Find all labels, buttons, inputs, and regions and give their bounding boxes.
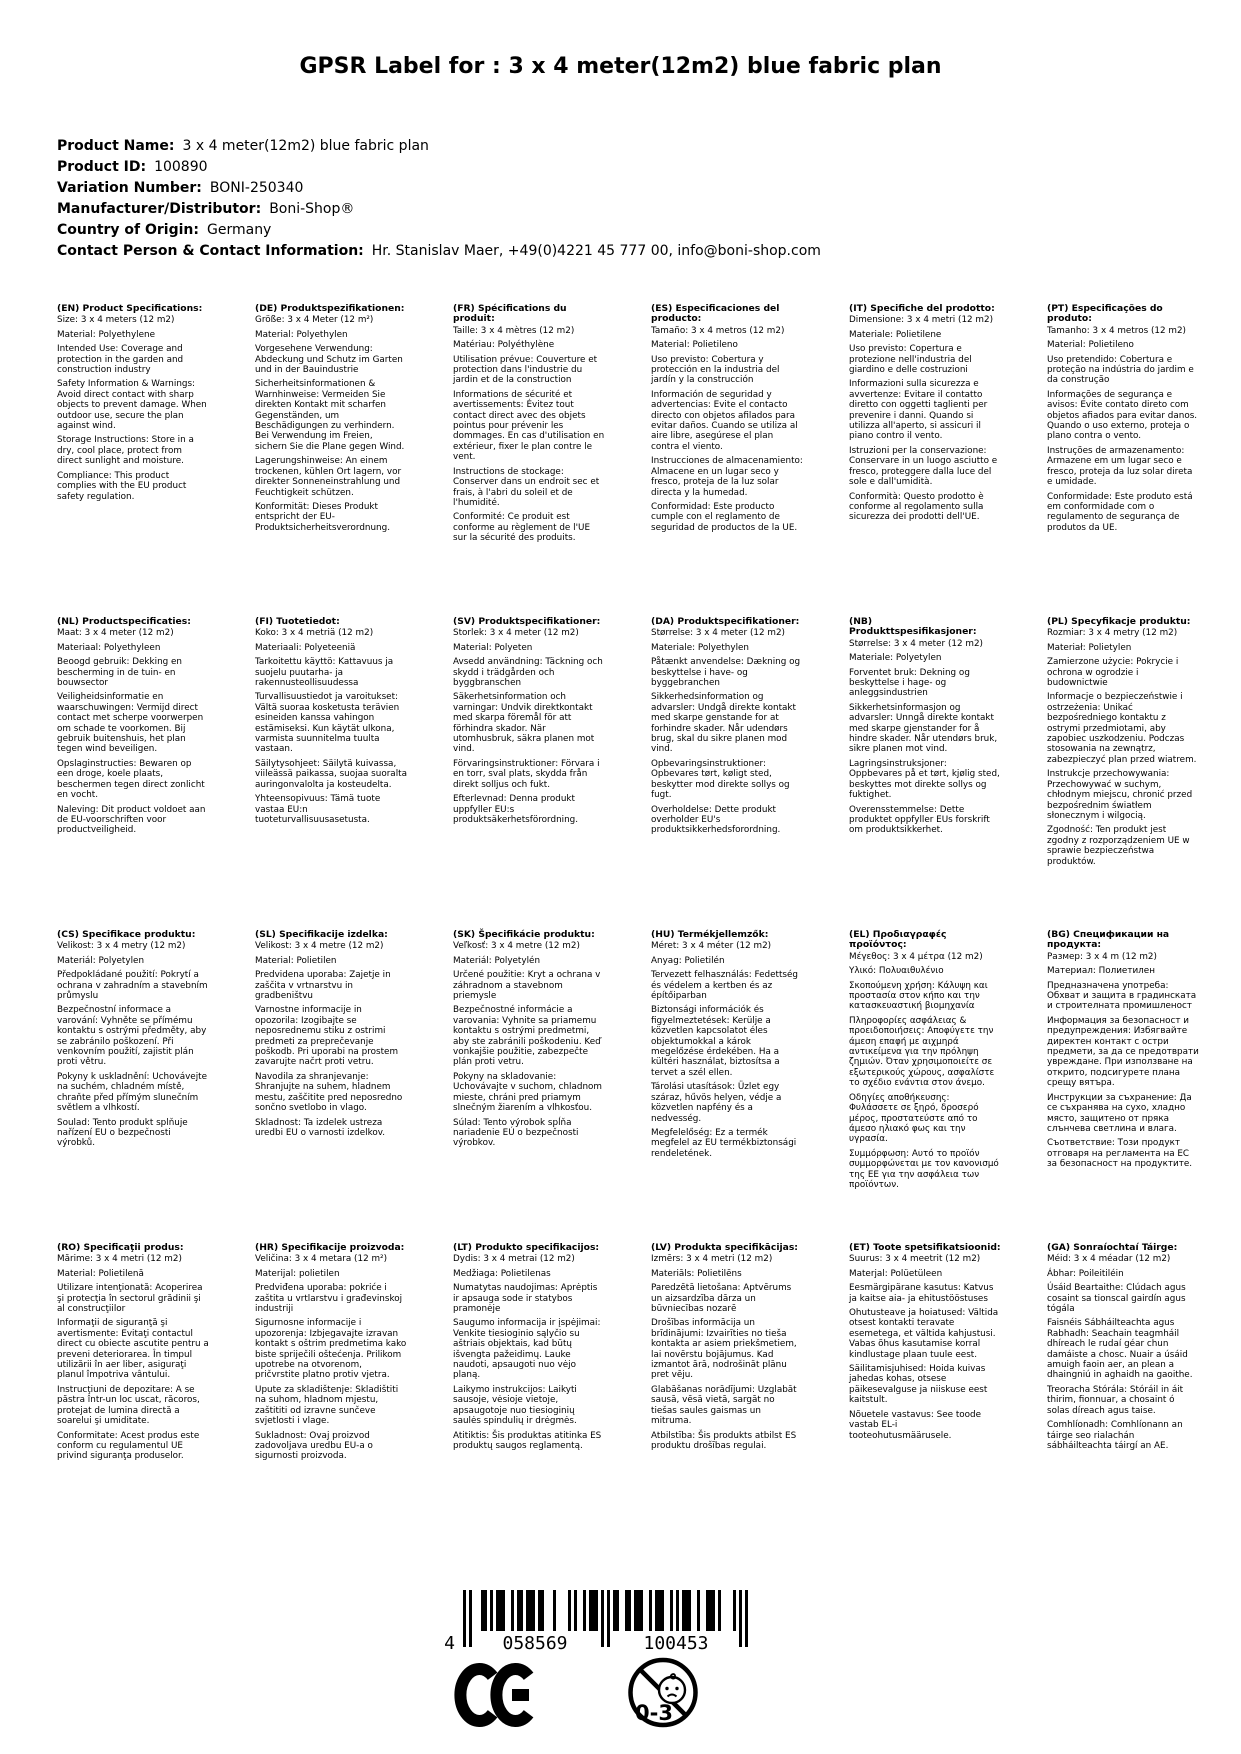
spec-paragraph: Yhteensopivuus: Tämä tuote vastaa EU:n tuoteturvallisuusasetusta.	[255, 794, 381, 825]
spec-block-title: (IT) Specifiche del prodotto:	[849, 303, 995, 314]
spec-paragraph: Intended Use: Coverage and protection in the garden and construction industry	[57, 344, 184, 376]
info-row	[57, 178, 1157, 199]
spec-paragraph: Tamaño: 3 x 4 metros (12 m2)	[651, 325, 785, 336]
barcode-digit-first: 4	[444, 1633, 455, 1654]
spec-block-title: (FR) Spécifications du produit:	[453, 303, 567, 325]
spec-paragraph: Laikymo instrukcijos: Laikyti sausoje, vėsioje vietoje, apsaugotoje nuo tiesioginių saulės spindulių ir drėgmės.	[453, 1384, 577, 1427]
spec-paragraph: Υλικό: Πολυαιθυλένιο	[849, 966, 944, 977]
spec-block-title: (HR) Specifikacije proizvoda:	[255, 1242, 405, 1253]
spec-paragraph: Størrelse: 3 x 4 meter (12 m2)	[651, 628, 785, 639]
spec-paragraph: Numatytas naudojimas: Aprėptis ir apsauga sode ir statybos pramonėje	[453, 1283, 598, 1315]
spec-block-sl	[255, 930, 407, 1243]
spec-block-hu	[651, 930, 803, 1243]
spec-paragraph: Dydis: 3 x 4 metrai (12 m2)	[453, 1254, 575, 1265]
spec-paragraph: Glabāšanas norādījumi: Uzglabāt sausā, vēsā vietā, sargāt no tiešas saules gaismas un mitruma.	[651, 1384, 797, 1427]
spec-paragraph: Treoracha Stórála: Stóráil in áit thirim, fionnuar, a chosaint ó solas díreach agus taise.	[1047, 1384, 1184, 1416]
spec-paragraph: Koko: 3 x 4 metriä (12 m2)	[255, 628, 374, 639]
spec-paragraph: Conformidad: Este producto cumple con el reglamento de seguridad de productos de la UE.	[651, 501, 798, 533]
spec-paragraph: Materiál: Polyetylén	[453, 955, 541, 966]
spec-block-bg	[1047, 930, 1199, 1243]
spec-paragraph: Materiāls: Polietilēns	[651, 1268, 742, 1279]
spec-block-title: (EN) Product Specifications:	[57, 303, 203, 314]
spec-block-title: (SV) Produktspecifikationer:	[453, 616, 601, 627]
spec-paragraph: Matériau: Polyéthylène	[453, 340, 555, 351]
spec-paragraph: Forventet bruk: Dekning og beskyttelse i hage- og anleggsindustrien	[849, 667, 970, 699]
spec-block-da	[651, 617, 803, 930]
spec-paragraph: Συμμόρφωση: Αυτό το προϊόν συμμορφώνεται με τον κανονισμό της ΕΕ για την ασφάλεια των προϊόντων.	[849, 1148, 999, 1190]
spec-paragraph: Πληροφορίες ασφάλειας & προειδοποιήσεις: Αποφύγετε την άμεση επαφή με αιχμηρά αντικείμενα για την πρόληψη ζημιών. Όταν χρησιμοποιείτε σε εξωτερικούς χώρους, ασφαλίστε το σχέδιο ενάντια στον άνεμο.	[849, 1015, 995, 1089]
spec-paragraph: Sicherheitsinformationen & Warnhinweise: Vermeiden Sie direkten Kontakt mit scharfen Gegenständen, um Beschädigungen zu verhindern. Bei Verwendung im Freien, sichern Sie die Plane gegen Wind.	[255, 379, 405, 452]
spec-paragraph: Méret: 3 x 4 méter (12 m2)	[651, 941, 772, 952]
spec-paragraph: Saugumo informacija ir įspėjimai: Venkite tiesioginio sąlyčio su aštriais objektais, kad būtų išvengta pažeidimų. Lauke naudoti, apsaugoti nuo vėjo planą.	[453, 1318, 601, 1381]
spec-paragraph: Materiaali: Polyeteeniä	[255, 642, 356, 653]
spec-paragraph: Storlek: 3 x 4 meter (12 m2)	[453, 628, 579, 639]
spec-block-title: (BG) Спецификации на продукта:	[1047, 929, 1170, 951]
spec-paragraph: Opbevaringsinstruktioner: Opbevares tørt, køligt sted, beskytter mod direkte sollys og fugt.	[651, 758, 790, 801]
spec-block-title: (SL) Specifikacije izdelka:	[255, 929, 388, 940]
age-warning-text: 0-3	[635, 1701, 673, 1725]
info-row	[57, 157, 1157, 178]
spec-paragraph: Opslaginstructies: Bewaren op een droge, koele plaats, beschermen tegen direct zonlicht en vocht.	[57, 758, 205, 801]
spec-paragraph: Eesmärgipärane kasutus: Katvus ja kaitse aia- ja ehitustööstuses	[849, 1283, 994, 1304]
info-field-value: BONI-250340	[209, 180, 304, 196]
spec-paragraph: Soulad: Tento produkt splňuje nařízení EU o bezpečnosti výrobků.	[57, 1117, 188, 1149]
spec-block-title: (RO) Specificaţii produs:	[57, 1242, 184, 1253]
spec-paragraph: Materiaal: Polyethyleen	[57, 642, 161, 653]
spec-paragraph: Utilisation prévue: Couverture et protection dans l'industrie du jardin et de la construction	[453, 354, 598, 386]
spec-paragraph: Méid: 3 x 4 méadar (12 m2)	[1047, 1254, 1171, 1265]
spec-block-title: (ES) Especificaciones del producto:	[651, 303, 780, 325]
spec-paragraph: Nõuetele vastavus: See toode vastab EL-i tooteohutusmäärusele.	[849, 1409, 982, 1441]
spec-paragraph: Taille: 3 x 4 mètres (12 m2)	[453, 325, 575, 336]
spec-paragraph: Lagringsinstruksjoner: Oppbevares på et tørt, kjølig sted, beskyttes mot direkte sollys og fuktighet.	[849, 758, 1000, 801]
spec-block-es	[651, 304, 803, 617]
spec-block-de	[255, 304, 407, 617]
spec-paragraph: Sukladnost: Ovaj proizvod zadovoljava uredbu EU-a o sigurnosti proizvoda.	[255, 1430, 373, 1462]
product-info-block	[57, 136, 1157, 262]
spec-paragraph: Instrucciones de almacenamiento: Almacene en un lugar seco y fresco, proteja de la luz solar directa y la humedad.	[651, 456, 803, 498]
spec-paragraph: Varnostne informacije in opozorila: Izogibajte se neposrednemu stiku z ostrimi predmeti za preprečevanje poškodb. Pri uporabi na prostem zavarujte načrt proti vetru.	[255, 1005, 399, 1068]
spec-paragraph: Biztonsági információk és figyelmeztetések: Kerülje a közvetlen kapcsolatot éles objektumokkal a károk megelőzése érdekében. Ha a kültéri használat, biztosítsa a tervet a szél ellen.	[651, 1005, 780, 1078]
spec-paragraph: Materjal: Polüetüleen	[849, 1268, 943, 1279]
info-field-label: Manufacturer/Distributor:	[57, 201, 262, 217]
info-field-label: Contact Person & Contact Information:	[57, 243, 364, 259]
ce-mark-icon	[452, 1663, 540, 1727]
spec-paragraph: Uso previsto: Copertura e protezione nell'industria del giardino e delle costruzioni	[849, 344, 972, 376]
info-field-label: Variation Number:	[57, 180, 202, 196]
spec-paragraph: Materiał: Polietylen	[1047, 642, 1132, 653]
spec-paragraph: Informazioni sulla sicurezza e avvertenze: Evitare il contatto diretto con oggetti taglienti per prevenire i danni. Quando si utilizza all'aperto, si assicuri il piano contro il vento.	[849, 379, 988, 442]
spec-block-fr	[453, 304, 605, 617]
spec-paragraph: Lagerungshinweise: An einem trockenen, kühlen Ort lagern, vor direkter Sonneneinstrahlung und Feuchtigkeit schützen.	[255, 456, 402, 498]
spec-paragraph: Rozmiar: 3 x 4 metry (12 m2)	[1047, 628, 1178, 639]
spec-paragraph: Atitiktis: Šis produktas atitinka ES produktų saugos reglamentą.	[453, 1430, 602, 1451]
spec-paragraph: Material: Polyethylen	[255, 329, 348, 340]
spec-block-sk	[453, 930, 605, 1243]
spec-block-title: (HU) Termékjellemzők:	[651, 929, 769, 940]
spec-paragraph: Comhlíonadh: Comhlíonann an táirge seo rialachán sábháilteachta táirgí an AE.	[1047, 1420, 1183, 1451]
spec-paragraph: Säilytysohjeet: Säilytä kuivassa, viileässä paikassa, suojaa suoralta auringonvalolta ja kosteudelta.	[255, 758, 407, 790]
spec-block-title: (FI) Tuotetiedot:	[255, 616, 340, 627]
spec-paragraph: Medžiaga: Polietilenas	[453, 1268, 551, 1279]
spec-paragraph: Upute za skladištenje: Skladištiti na suhom, hladnom mjestu, zaštititi od izravne sunčeve svjetlosti i vlage.	[255, 1384, 399, 1427]
age-warning-0-3-icon	[627, 1655, 699, 1730]
spec-paragraph: Material: Polyeten	[453, 642, 533, 653]
spec-block-nl	[57, 617, 209, 930]
spec-paragraph: Μέγεθος: 3 x 4 μέτρα (12 m2)	[849, 951, 983, 962]
spec-block-ga	[1047, 1243, 1199, 1556]
spec-paragraph: Overholdelse: Dette produkt overholder EU's produktsikkerhedsforordning.	[651, 804, 781, 836]
spec-paragraph: Avsedd användning: Täckning och skydd i trädgården och byggbranschen	[453, 657, 603, 689]
spec-paragraph: Sigurnosne informacije i upozorenja: Izbjegavajte izravan kontakt s oštrim predmetima kako biste spriječili oštećenja. Prilikom upotrebe na otvorenom, pričvrstite platno protiv vjetra.	[255, 1318, 407, 1381]
spec-paragraph: Dimensione: 3 x 4 metri (12 m2)	[849, 315, 994, 326]
spec-paragraph: Conformidade: Este produto está em conformidade com o regulamento de segurança de produtos da UE.	[1047, 491, 1193, 533]
spec-block-title: (DA) Produktspecifikationer:	[651, 616, 800, 627]
spec-block-sv	[453, 617, 605, 930]
spec-block-title: (PT) Especificações do produto:	[1047, 303, 1163, 325]
spec-paragraph: Material: Polietilen	[255, 955, 337, 966]
spec-block-en	[57, 304, 209, 617]
spec-block-fi	[255, 617, 407, 930]
spec-paragraph: Veličina: 3 x 4 metara (12 m²)	[255, 1254, 388, 1265]
info-field-label: Product Name:	[57, 138, 175, 154]
spec-paragraph: Material: Polietilenă	[57, 1268, 144, 1279]
spec-block-title: (EL) Προδιαγραφές προϊόντος:	[849, 929, 947, 951]
spec-paragraph: Pokyny k uskladnění: Uchovávejte na suchém, chladném místě, chraňte před přímým slunečním světlem a vlhkostí.	[57, 1071, 208, 1114]
spec-paragraph: Súlad: Tento výrobok spĺňa nariadenie EÚ o bezpečnosti výrobkov.	[453, 1117, 579, 1149]
info-field-label: Product ID:	[57, 159, 147, 175]
info-field-label: Country of Origin:	[57, 222, 199, 238]
spec-paragraph: Velikost: 3 x 4 metry (12 m2)	[57, 941, 186, 952]
spec-paragraph: Materiál: Polyetylen	[57, 955, 145, 966]
spec-block-title: (CS) Specifikace produktu:	[57, 929, 196, 940]
spec-paragraph: Instruções de armazenamento: Armazene em um lugar seco e fresco, proteja da luz solar direta e umidade.	[1047, 445, 1193, 488]
spec-block-ro	[57, 1243, 209, 1556]
spec-block-hr	[255, 1243, 407, 1556]
spec-block-title: (NB) Produkttspesifikasjoner:	[849, 616, 977, 638]
barcode-digits-right: 100453	[643, 1633, 709, 1654]
spec-paragraph: Megfelelőség: Ez a termék megfelel az EU termékbiztonsági rendeletének.	[651, 1127, 797, 1159]
spec-paragraph: Anyag: Polietilén	[651, 955, 725, 966]
spec-paragraph: Tamanho: 3 x 4 metros (12 m2)	[1047, 325, 1186, 336]
spec-paragraph: Utilizare intenţionată: Acoperirea şi protecţia în sectorul grădinii şi al construcţiilor	[57, 1283, 203, 1315]
spec-paragraph: Size: 3 x 4 meters (12 m2)	[57, 315, 175, 326]
spec-paragraph: Informaţii de siguranţă şi avertismente: Evitaţi contactul direct cu obiecte ascutite pentru a preveni deteriorarea. În timpul utilizării în aer liber, asiguraţi planul împotriva vântului.	[57, 1318, 209, 1381]
spec-paragraph: Úsáid Beartaithe: Clúdach agus cosaint sa tionscal gairdín agus tógála	[1047, 1283, 1186, 1315]
spec-paragraph: Turvallisuustiedot ja varoitukset: Vältä suoraa kosketusta terävien esineiden kanssa vahingon estämiseksi. Kun käytät ulkona, varmista suunnitelma tuulta vastaan.	[255, 692, 400, 755]
spec-block-title: (LV) Produkta specifikācijas:	[651, 1242, 798, 1253]
spec-paragraph: Material: Polyethylene	[57, 329, 156, 340]
info-field-value: 3 x 4 meter(12m2) blue fabric plan	[182, 138, 429, 154]
spec-paragraph: Zamierzone użycie: Pokrycie i ochrona w ogrodzie i budownictwie	[1047, 657, 1179, 689]
spec-paragraph: Tárolási utasítások: Üzlet egy száraz, hűvös helyen, védje a közvetlen napfény és a nedvesség.	[651, 1082, 782, 1124]
spec-paragraph: Förvaringsinstruktioner: Förvara i en torr, sval plats, skydda från direkt solljus och fukt.	[453, 758, 600, 790]
spec-block-title: (GA) Sonraíochtaí Táirge:	[1047, 1242, 1178, 1253]
spec-paragraph: Materiale: Polyetylen	[849, 653, 942, 664]
spec-paragraph: Conformità: Questo prodotto è conforme al regolamento sulla sicurezza dei prodotti dell'UE.	[849, 491, 984, 523]
spec-paragraph: Material: Polietileno	[651, 340, 738, 351]
spec-paragraph: Tervezett felhasználás: Fedettség és védelem a kertben és az építőiparban	[651, 970, 798, 1002]
spec-paragraph: Storage Instructions: Store in a dry, cool place, protect from direct sunlight and moisture.	[57, 435, 194, 467]
spec-paragraph: Informações de segurança e avisos: Evite contato direto com objetos afiados para evitar danos. Quando o uso externo, proteja o plano contra o vento.	[1047, 389, 1198, 442]
spec-paragraph: Tarkoitettu käyttö: Kattavuus ja suojelu puutarha- ja rakennusteollisuudessa	[255, 657, 394, 689]
spec-paragraph: Predviđena uporaba: pokriće i zaštita u vrtlarstvu i građevinskoj industriji	[255, 1283, 403, 1315]
spec-paragraph: Vorgesehene Verwendung: Abdeckung und Schutz im Garten und in der Bauindustrie	[255, 344, 403, 376]
spec-paragraph: Материал: Полиетилен	[1047, 966, 1155, 977]
spec-paragraph: Naleving: Dit product voldoet aan de EU-voorschriften voor productveiligheid.	[57, 804, 206, 836]
spec-block-cs	[57, 930, 209, 1243]
info-field-value: Boni-Shop®	[269, 201, 355, 217]
spec-paragraph: Conformitate: Acest produs este conform cu regulamentul UE privind siguranţa produselor.	[57, 1430, 200, 1462]
spec-paragraph: Conformité: Ce produit est conforme au règlement de l'UE sur la sécurité des produits.	[453, 512, 591, 544]
spec-paragraph: Sikkerhetsinformasjon og advarsler: Unngå direkte kontakt med skarpe gjenstander for å hindre skader. Når utendørs bruk, sikre planen mot vind.	[849, 702, 998, 755]
spec-paragraph: Informations de sécurité et avertissements: Évitez tout contact direct avec des objets pointus pour prévenir les dommages. En cas d'utilisation en extérieur, fixer le plan contre le vent.	[453, 389, 605, 463]
spec-block-it	[849, 304, 1001, 617]
spec-block-pt	[1047, 304, 1199, 617]
page-title: GPSR Label for : 3 x 4 meter(12m2) blue fabric plan	[299, 54, 942, 79]
spec-paragraph: Skladnost: Ta izdelek ustreza uredbi EU o varnosti izdelkov.	[255, 1117, 386, 1138]
spec-paragraph: Paredzētā lietošana: Aptvērums un aizsardzība dārza un būvniecības nozarē	[651, 1283, 792, 1315]
spec-paragraph: Material: Polietileno	[1047, 340, 1134, 351]
spec-block-title: (PL) Specyfikacje produktu:	[1047, 616, 1191, 627]
spec-paragraph: Uso pretendido: Cobertura e proteção na indústria do jardim e da construção	[1047, 354, 1194, 386]
spec-block-lv	[651, 1243, 803, 1556]
info-row	[57, 199, 1157, 220]
spec-paragraph: Predvidena uporaba: Zajetje in zaščita v vrtnarstvu in gradbeništvu	[255, 970, 391, 1002]
spec-grid	[57, 304, 1241, 1556]
spec-paragraph: Materiale: Polyethylen	[651, 642, 750, 653]
spec-paragraph: Drošības informācija un brīdinājumi: Izvairīties no tieša kontakta ar asiem priekšmetiem, lai novērstu bojājumus. Kad izmantot ārā, nodrošināt plānu pret vēju.	[651, 1318, 797, 1381]
spec-block-pl	[1047, 617, 1199, 930]
spec-block-lt	[453, 1243, 605, 1556]
spec-paragraph: Информация за безопасност и предупреждения: Избягвайте директен контакт с остри предмети, за да се предотврати увреждане. При използване на открито, подсигурете плана срещу вятъра.	[1047, 1015, 1199, 1089]
spec-paragraph: Navodila za shranjevanje: Shranjujte na suhem, hladnem mestu, zaščitite pred neposredno sončno svetlobo in vlago.	[255, 1071, 403, 1114]
spec-paragraph: Overensstemmelse: Dette produktet oppfyller EUs forskrift om produktsikkerhet.	[849, 804, 990, 836]
spec-paragraph: Sikkerhedsinformation og advarsler: Undgå direkte kontakt med skarpe genstande for at forhindre skader. Når udendørs brug, skal du sikre planen mod vind.	[651, 692, 796, 755]
spec-paragraph: Efterlevnad: Denna produkt uppfyller EU:s produktsäkerhetsförordning.	[453, 794, 579, 825]
spec-paragraph: Σκοπούμενη χρήση: Κάλυψη και προστασία στον κήπο και την κατασκευαστική βιομηχανία	[849, 980, 988, 1012]
spec-paragraph: Bezpečnostné informácie a varovania: Vyhnite sa priamemu kontaktu s ostrými predmetmi, aby ste zabránili poškodeniu. Keď vonkajšie použitie, zabezpečte plán proti vetru.	[453, 1005, 601, 1068]
spec-paragraph: Suurus: 3 x 4 meetrit (12 m2)	[849, 1254, 981, 1265]
spec-paragraph: Velikost: 3 x 4 metre (12 m2)	[255, 941, 384, 952]
spec-paragraph: Safety Information & Warnings: Avoid direct contact with sharp objects to prevent damage. When outdoor use, secure the plan against wind.	[57, 379, 207, 432]
spec-paragraph: Předpokládané použití: Pokrytí a ochrana v zahradním a stavebním průmyslu	[57, 970, 208, 1002]
spec-paragraph: Určené použitie: Kryt a ochrana v záhradnom a stavebnom priemysle	[453, 970, 601, 1002]
barcode-module	[745, 1590, 748, 1647]
spec-paragraph: Konformität: Dieses Produkt entspricht der EU-Produktsicherheitsverordnung.	[255, 501, 391, 533]
spec-paragraph: Veľkosť: 3 x 4 metre (12 m2)	[453, 941, 580, 952]
info-row	[57, 136, 1157, 157]
spec-paragraph: Faisnéis Sábháilteachta agus Rabhadh: Seachain teagmháil dhíreach le rudaí géar chun damáiste a chosc. Nuair a úsáid amuigh faoin aer, an plean a dhaingniú in aghaidh na gaoithe.	[1047, 1318, 1193, 1381]
spec-paragraph: Größe: 3 x 4 Meter (12 m²)	[255, 315, 374, 326]
spec-paragraph: Compliance: This product complies with the EU product safety regulation.	[57, 470, 187, 502]
spec-paragraph: Инструкции за съхранение: Да се съхранява на сухо, хладно място, защитено от пряка слънчева светлина и влага.	[1047, 1092, 1192, 1134]
info-field-value: 100890	[154, 159, 208, 175]
spec-paragraph: Предназначена употреба: Обхват и защита в градинската и строителната промишленост	[1047, 980, 1197, 1012]
spec-paragraph: Säilitamisjuhised: Hoida kuivas jahedas kohas, otsese päikesevalguse ja niiskuse eest kaitstult.	[849, 1364, 988, 1406]
spec-paragraph: Beoogd gebruik: Dekking en bescherming in de tuin- en bouwsector	[57, 657, 183, 689]
spec-paragraph: Instrukcje przechowywania: Przechowywać w suchym, chłodnym miejscu, chronić przed bezpośrednim światłem słonecznym i wilgocią.	[1047, 769, 1193, 821]
spec-paragraph: Mărime: 3 x 4 metri (12 m2)	[57, 1254, 182, 1265]
spec-paragraph: Zgodność: Ten produkt jest zgodny z rozporządzeniem UE w sprawie bezpieczeństwa produktów.	[1047, 825, 1190, 867]
spec-paragraph: Instrucţiuni de depozitare: A se păstra într-un loc uscat, răcoros, protejat de lumina directă a soarelui şi umiditate.	[57, 1384, 200, 1427]
spec-paragraph: Съответствие: Този продукт отговаря на регламента на ЕС за безопасност на продуктите.	[1047, 1138, 1193, 1170]
spec-block-title: (SK) Špecifikácie produktu:	[453, 929, 595, 940]
info-field-value: Hr. Stanislav Maer, +49(0)4221 45 777 00, info@boni-shop.com	[371, 243, 821, 259]
spec-paragraph: Informacje o bezpieczeństwie i ostrzeżenia: Unikać bezpośredniego kontaktu z ostrymi przedmiotami, aby zapobiec uszkodzeniu. Podczas stosowania na zewnątrz, zabezpieczyć plan przed wiatrem.	[1047, 692, 1197, 765]
spec-block-title: (NL) Productspecificaties:	[57, 616, 191, 627]
spec-paragraph: Pokyny na skladovanie: Uchovávajte v suchom, chladnom mieste, chráni pred priamym slnečným žiarením a vlhkosťou.	[453, 1071, 603, 1114]
spec-paragraph: Maat: 3 x 4 meter (12 m2)	[57, 628, 174, 639]
spec-paragraph: Uso previsto: Cobertura y protección en la industria del jardín y la construcción	[651, 354, 780, 386]
spec-paragraph: Bezpečnostní informace a varování: Vyhněte se přímému kontaktu s ostrými předměty, aby se zabránilo poškození. Při venkovním použití, zajistit plán proti větru.	[57, 1005, 207, 1068]
spec-paragraph: Información de seguridad y advertencias: Evite el contacto directo con objetos afilados para evitar daños. Cuando se utiliza al aire libre, asegúrese el plan contra el viento.	[651, 389, 798, 452]
spec-paragraph: Istruzioni per la conservazione: Conservare in un luogo asciutto e fresco, proteggere dalla luce del sole e dall'umidità.	[849, 445, 998, 488]
spec-paragraph: Materiale: Polietilene	[849, 329, 942, 340]
spec-paragraph: Säkerhetsinformation och varningar: Undvik direktkontakt med skarpa föremål för att förhindra skador. När utomhusbruk, säkra planen mot vind.	[453, 692, 595, 755]
spec-paragraph: Påtænkt anvendelse: Dækning og beskyttelse i have- og byggebranchen	[651, 657, 801, 689]
spec-paragraph: Размер: 3 x 4 m (12 m2)	[1047, 951, 1157, 962]
spec-paragraph: Veiligheidsinformatie en waarschuwingen: Vermijd direct contact met scherpe voorwerpen om schade te voorkomen. Bij gebruik buitenshuis, het plan tegen wind beveiligen.	[57, 692, 204, 755]
spec-paragraph: Instructions de stockage: Conserver dans un endroit sec et frais, à l'abri du soleil et de l'humidité.	[453, 466, 600, 508]
spec-paragraph: Atbilstība: Šis produkts atbilst ES produktu drošības regulai.	[651, 1430, 797, 1451]
info-row	[57, 241, 1157, 262]
spec-paragraph: Οδηγίες αποθήκευσης: Φυλάσσετε σε ξηρό, δροσερό μέρος, προστατεύστε από το άμεσο ηλιακό φως και την υγρασία.	[849, 1092, 979, 1145]
info-row	[57, 220, 1157, 241]
spec-block-et	[849, 1243, 1001, 1556]
spec-paragraph: Ábhar: Poileitiléin	[1047, 1268, 1124, 1279]
spec-block-title: (ET) Toote spetsifikatsioonid:	[849, 1242, 1001, 1253]
spec-block-nb	[849, 617, 1001, 930]
spec-paragraph: Izmērs: 3 x 4 metri (12 m2)	[651, 1254, 773, 1265]
spec-block-title: (DE) Produktspezifikationen:	[255, 303, 405, 314]
info-field-value: Germany	[207, 222, 272, 238]
spec-paragraph: Størrelse: 3 x 4 meter (12 m2)	[849, 638, 983, 649]
spec-paragraph: Materijal: polietilen	[255, 1268, 340, 1279]
barcode-digits-left: 058569	[502, 1633, 568, 1654]
spec-block-title: (LT) Produkto specifikacijos:	[453, 1242, 600, 1253]
spec-paragraph: Ohutusteave ja hoiatused: Vältida otsest kontakti teravate esemetega, et vältida kahjustusi. Vabas õhus kasutamise korral kindlustage plaan tuule eest.	[849, 1308, 999, 1360]
spec-block-el	[849, 930, 1001, 1243]
